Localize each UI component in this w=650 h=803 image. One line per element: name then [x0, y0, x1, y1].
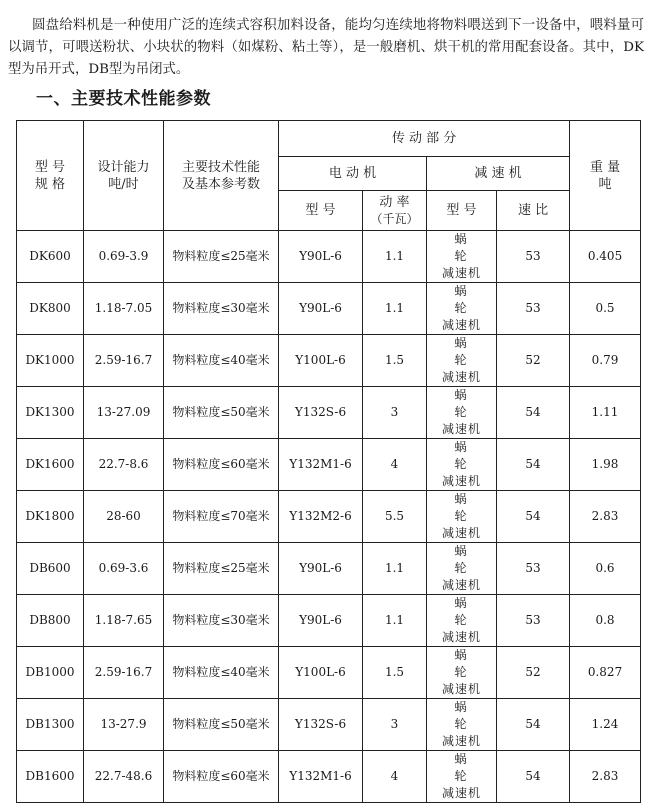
cell-model: DK1800	[17, 491, 84, 543]
header-reducer-ratio: 速 比	[497, 191, 570, 231]
cell-weight: 0.79	[570, 335, 641, 387]
reducer-line-2: 减速机	[441, 734, 481, 748]
cell-performance: 物料粒度≤70毫米	[164, 491, 279, 543]
cell-capacity: 1.18-7.05	[84, 283, 164, 335]
header-capacity: 设计能力 吨/时	[84, 121, 164, 231]
cell-capacity: 13-27.9	[84, 699, 164, 751]
cell-motor-model: Y132M1-6	[279, 751, 363, 803]
header-performance: 主要技术性能 及基本参考数	[164, 121, 279, 231]
cell-motor-power: 1.5	[363, 335, 427, 387]
cell-performance: 物料粒度≤60毫米	[164, 439, 279, 491]
cell-reducer-model	[427, 439, 497, 491]
cell-reducer-model	[427, 699, 497, 751]
reducer-line-2: 减速机	[441, 266, 481, 280]
cell-weight: 1.24	[570, 699, 641, 751]
cell-motor-power: 1.1	[363, 595, 427, 647]
table-row	[17, 335, 641, 387]
cell-reducer-ratio: 53	[497, 595, 570, 647]
cell-weight: 0.5	[570, 283, 641, 335]
cell-reducer-model	[427, 595, 497, 647]
reducer-line-2: 减速机	[441, 474, 481, 488]
cell-reducer-model	[427, 491, 497, 543]
section-heading: 一、主要技术性能参数	[36, 89, 211, 109]
cell-reducer-ratio: 53	[497, 231, 570, 283]
table-row	[17, 439, 641, 491]
reducer-line-1: 蜗 轮	[454, 648, 479, 679]
cell-performance: 物料粒度≤60毫米	[164, 751, 279, 803]
reducer-line-2: 减速机	[441, 682, 481, 696]
cell-reducer-ratio: 52	[497, 647, 570, 699]
cell-motor-model: Y90L-6	[279, 595, 363, 647]
reducer-line-2: 减速机	[441, 630, 481, 644]
cell-motor-power: 3	[363, 387, 427, 439]
cell-reducer-ratio: 54	[497, 387, 570, 439]
cell-capacity: 13-27.09	[84, 387, 164, 439]
cell-reducer-model	[427, 543, 497, 595]
reducer-line-2: 减速机	[441, 422, 481, 436]
cell-reducer-model	[427, 335, 497, 387]
cell-performance: 物料粒度≤40毫米	[164, 647, 279, 699]
cell-model: DK1300	[17, 387, 84, 439]
cell-reducer-model	[427, 283, 497, 335]
cell-reducer-ratio: 52	[497, 335, 570, 387]
cell-weight: 2.83	[570, 751, 641, 803]
spec-table-body	[17, 231, 641, 803]
cell-motor-model: Y100L-6	[279, 647, 363, 699]
cell-performance: 物料粒度≤40毫米	[164, 335, 279, 387]
cell-motor-power: 1.5	[363, 647, 427, 699]
table-row	[17, 647, 641, 699]
cell-reducer-ratio: 54	[497, 699, 570, 751]
reducer-line-1: 蜗 轮	[454, 232, 479, 263]
reducer-line-1: 蜗 轮	[454, 284, 479, 315]
cell-capacity: 1.18-7.65	[84, 595, 164, 647]
table-row	[17, 543, 641, 595]
cell-reducer-ratio: 54	[497, 439, 570, 491]
cell-capacity: 0.69-3.9	[84, 231, 164, 283]
cell-model: DB600	[17, 543, 84, 595]
cell-motor-power: 3	[363, 699, 427, 751]
header-reducer: 减 速 机	[427, 157, 570, 191]
cell-model: DK600	[17, 231, 84, 283]
reducer-line-1: 蜗 轮	[454, 544, 479, 575]
cell-capacity: 28-60	[84, 491, 164, 543]
intro-paragraph: 圆盘给料机是一种使用广泛的连续式容积加料设备，能均匀连续地将物料喂送到下一设备中，喂料量可以调节，可喂送粉状、小块状的物料（如煤粉、粘土等），是一般磨机、烘干机的常用配套设备。其中，DK型为吊开式，DB型为吊闭式。	[8, 18, 644, 78]
cell-performance: 物料粒度≤50毫米	[164, 387, 279, 439]
reducer-line-2: 减速机	[441, 786, 481, 800]
cell-motor-power: 5.5	[363, 491, 427, 543]
cell-motor-model: Y100L-6	[279, 335, 363, 387]
reducer-line-1: 蜗 轮	[454, 492, 479, 523]
cell-performance: 物料粒度≤30毫米	[164, 283, 279, 335]
cell-capacity: 22.7-48.6	[84, 751, 164, 803]
reducer-line-1: 蜗 轮	[454, 388, 479, 419]
cell-model: DB800	[17, 595, 84, 647]
cell-performance: 物料粒度≤30毫米	[164, 595, 279, 647]
header-motor-power: 动 率 （千瓦）	[363, 191, 427, 231]
table-row	[17, 231, 641, 283]
cell-model: DK1000	[17, 335, 84, 387]
reducer-line-1: 蜗 轮	[454, 596, 479, 627]
reducer-line-2: 减速机	[441, 578, 481, 592]
cell-weight: 1.98	[570, 439, 641, 491]
cell-reducer-model	[427, 647, 497, 699]
cell-motor-power: 4	[363, 439, 427, 491]
cell-performance: 物料粒度≤50毫米	[164, 699, 279, 751]
header-reducer-model: 型 号	[427, 191, 497, 231]
cell-motor-model: Y132S-6	[279, 387, 363, 439]
table-row	[17, 283, 641, 335]
reducer-line-2: 减速机	[441, 526, 481, 540]
cell-weight: 0.6	[570, 543, 641, 595]
cell-motor-power: 1.1	[363, 231, 427, 283]
cell-weight: 0.8	[570, 595, 641, 647]
table-row	[17, 491, 641, 543]
reducer-line-2: 减速机	[441, 370, 481, 384]
cell-model: DB1000	[17, 647, 84, 699]
cell-capacity: 2.59-16.7	[84, 335, 164, 387]
header-model: 型 号 规 格	[17, 121, 84, 231]
header-weight: 重 量 吨	[570, 121, 641, 231]
header-transmission: 传 动 部 分	[279, 121, 570, 157]
table-row	[17, 699, 641, 751]
cell-model: DB1600	[17, 751, 84, 803]
reducer-line-1: 蜗 轮	[454, 336, 479, 367]
cell-model: DK1600	[17, 439, 84, 491]
cell-model: DK800	[17, 283, 84, 335]
cell-motor-model: Y90L-6	[279, 231, 363, 283]
cell-model: DB1300	[17, 699, 84, 751]
cell-motor-model: Y90L-6	[279, 283, 363, 335]
cell-reducer-ratio: 54	[497, 491, 570, 543]
cell-motor-power: 1.1	[363, 543, 427, 595]
cell-reducer-model	[427, 231, 497, 283]
reducer-line-1: 蜗 轮	[454, 440, 479, 471]
cell-capacity: 0.69-3.6	[84, 543, 164, 595]
cell-performance: 物料粒度≤25毫米	[164, 231, 279, 283]
reducer-line-2: 减速机	[441, 318, 481, 332]
reducer-line-1: 蜗 轮	[454, 700, 479, 731]
cell-motor-power: 4	[363, 751, 427, 803]
cell-motor-model: Y90L-6	[279, 543, 363, 595]
cell-capacity: 2.59-16.7	[84, 647, 164, 699]
cell-reducer-ratio: 53	[497, 543, 570, 595]
cell-reducer-model	[427, 387, 497, 439]
table-row	[17, 751, 641, 803]
cell-reducer-model	[427, 751, 497, 803]
cell-reducer-ratio: 53	[497, 283, 570, 335]
cell-performance: 物料粒度≤25毫米	[164, 543, 279, 595]
cell-weight: 0.827	[570, 647, 641, 699]
cell-weight: 2.83	[570, 491, 641, 543]
cell-weight: 0.405	[570, 231, 641, 283]
cell-motor-model: Y132M1-6	[279, 439, 363, 491]
cell-reducer-ratio: 54	[497, 751, 570, 803]
cell-motor-model: Y132M2-6	[279, 491, 363, 543]
table-row	[17, 387, 641, 439]
header-motor-model: 型 号	[279, 191, 363, 231]
cell-motor-power: 1.1	[363, 283, 427, 335]
cell-weight: 1.11	[570, 387, 641, 439]
cell-capacity: 22.7-8.6	[84, 439, 164, 491]
reducer-line-1: 蜗 轮	[454, 752, 479, 783]
cell-motor-model: Y132S-6	[279, 699, 363, 751]
table-row	[17, 595, 641, 647]
spec-table	[16, 120, 641, 803]
header-motor: 电 动 机	[279, 157, 427, 191]
